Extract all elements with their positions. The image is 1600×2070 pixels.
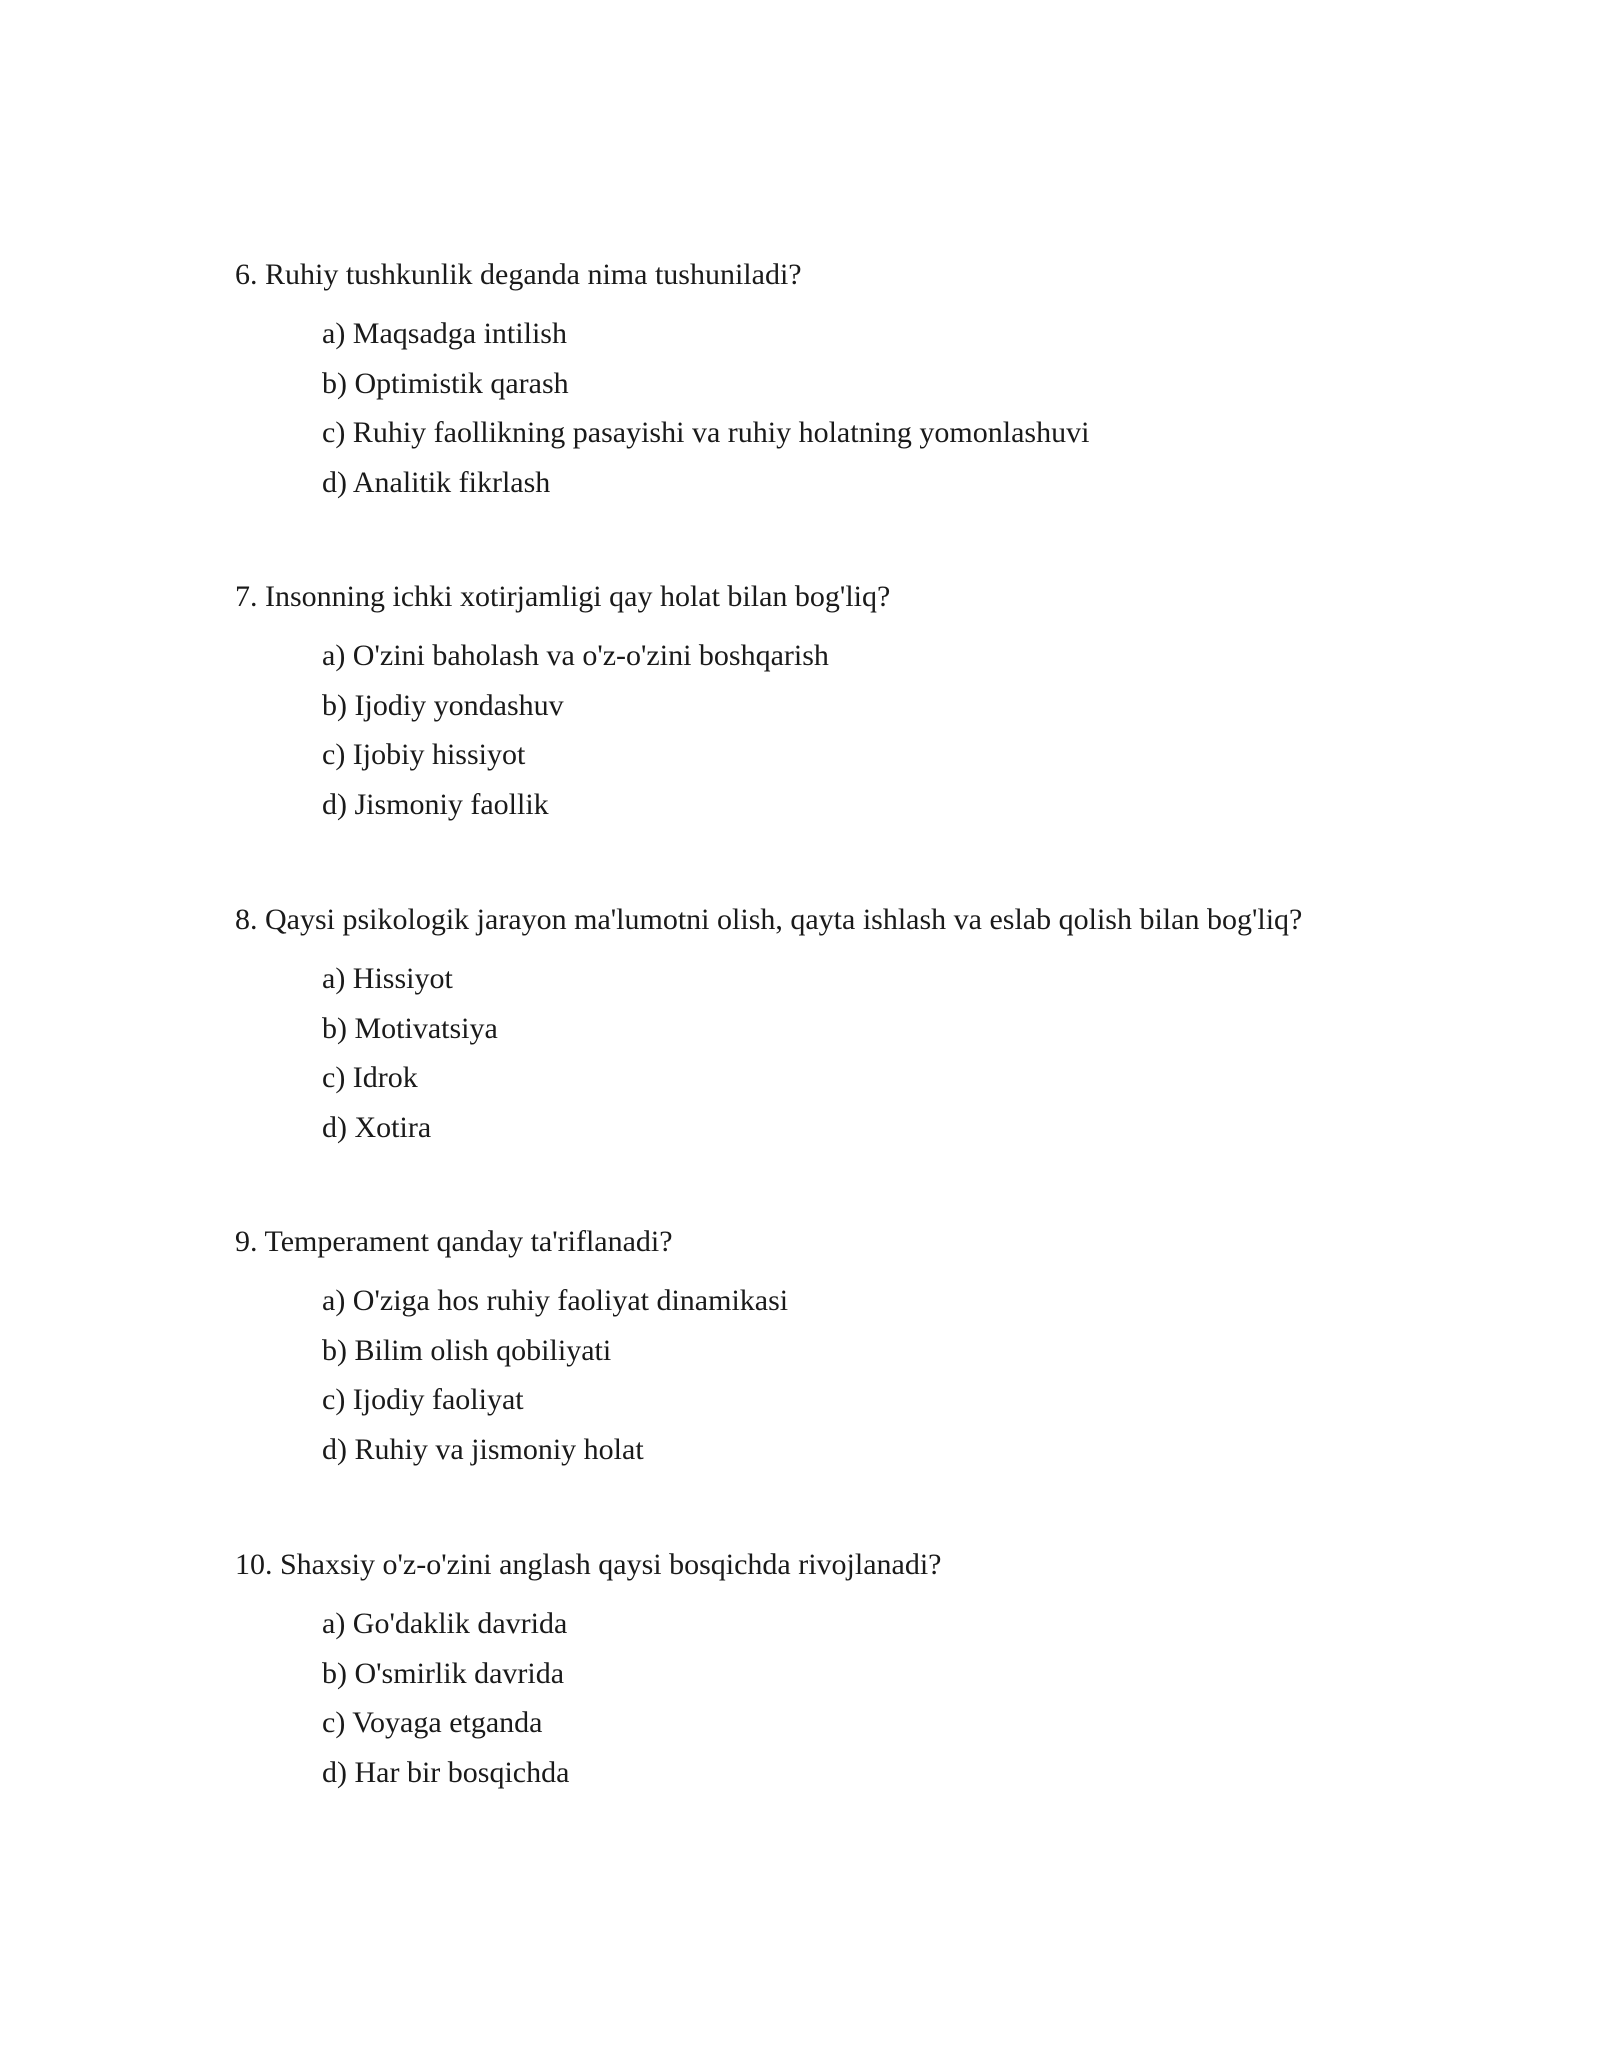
question-title: 7. Insonning ichki xotirjamligi qay holat bilan bog'liq? (235, 580, 891, 613)
answer-option: a) Hissiyot (322, 962, 453, 995)
answer-option: d) Analitik fikrlash (322, 465, 551, 499)
answer-options (235, 631, 1435, 829)
answer-options (235, 1276, 1435, 1474)
answer-option: c) Ruhiy faollikning pasayishi va ruhiy holatning yomonlashuvi (322, 416, 1090, 449)
question-9 (235, 1222, 1435, 1474)
answer-option: a) O'zini baholash va o'z-o'zini boshqarish (322, 639, 829, 672)
answer-option: d) Ruhiy va jismoniy holat (322, 1432, 644, 1466)
answer-option: c) Ijodiy faoliyat (322, 1383, 524, 1416)
answer-options (235, 1599, 1435, 1797)
question-title: 10. Shaxsiy o'z-o'zini anglash qaysi bosqichda rivojlanadi? (235, 1548, 942, 1581)
answer-option: a) Maqsadga intilish (322, 317, 567, 350)
answer-option: c) Voyaga etganda (322, 1706, 543, 1739)
question-6 (235, 255, 1435, 507)
question-8 (235, 900, 1435, 1152)
answer-option: b) Optimistik qarash (322, 366, 569, 400)
answer-option: d) Jismoniy faollik (322, 787, 549, 821)
answer-options (235, 954, 1435, 1152)
question-10 (235, 1545, 1435, 1797)
answer-option: b) Motivatsiya (322, 1011, 498, 1045)
answer-option: d) Har bir bosqichda (322, 1755, 570, 1789)
answer-options (235, 309, 1435, 507)
question-7 (235, 577, 1435, 829)
answer-option: a) O'ziga hos ruhiy faoliyat dinamikasi (322, 1284, 789, 1317)
answer-option: b) Ijodiy yondashuv (322, 688, 564, 722)
answer-option: c) Ijobiy hissiyot (322, 738, 526, 771)
question-title: 9. Temperament qanday ta'riflanadi? (235, 1225, 673, 1258)
answer-option: b) O'smirlik davrida (322, 1656, 565, 1690)
answer-option: a) Go'daklik davrida (322, 1607, 568, 1640)
answer-option: b) Bilim olish qobiliyati (322, 1333, 612, 1367)
answer-option: d) Xotira (322, 1110, 432, 1144)
question-title: 8. Qaysi psikologik jarayon ma'lumotni olish, qayta ishlash va eslab qolish bilan bog'liq? (235, 903, 1303, 936)
answer-option: c) Idrok (322, 1061, 418, 1094)
question-title: 6. Ruhiy tushkunlik deganda nima tushuniladi? (235, 258, 802, 291)
